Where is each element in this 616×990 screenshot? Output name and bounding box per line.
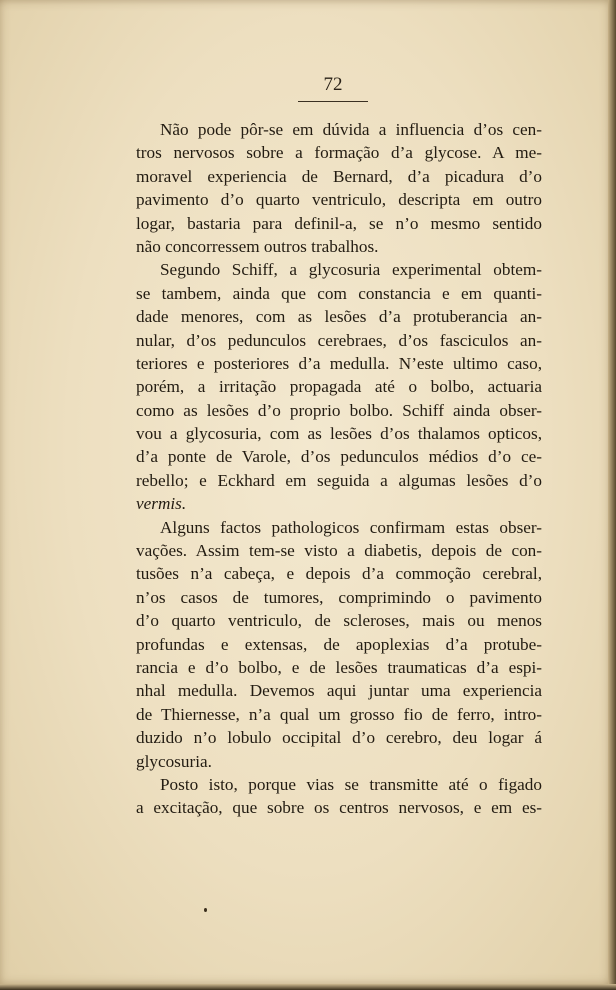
page-number: 72 xyxy=(323,74,343,95)
paragraph-3 xyxy=(112,516,542,773)
text-line: logar, bastaria para definil-a, se n’o mesmo sentido xyxy=(136,213,542,233)
text-line: não concorressem outros trabalhos. xyxy=(136,236,379,256)
text-line: se tambem, ainda que com constancia e em quanti- xyxy=(136,283,542,303)
text-line: teriores e posteriores d’a medulla. N’este ultimo caso, xyxy=(136,353,542,373)
text-line: duzido n’o lobulo occipital d’o cerebro, deu logar á xyxy=(136,728,542,748)
body-text xyxy=(112,118,542,820)
text-line: como as lesões d’o proprio bolbo. Schiff ainda obser- xyxy=(136,400,542,420)
text-line: profundas e extensas, de apoplexias d’a protube- xyxy=(136,634,542,654)
text-line: Não pode pôr-se em dúvida a influencia d’os cen- xyxy=(160,120,542,139)
text-line: vações. Assim tem-se visto a diabetis, depois de con- xyxy=(136,541,542,561)
paragraph-4 xyxy=(112,773,542,820)
page-number-rule xyxy=(298,101,368,102)
text-line: de Thiernesse, n’a qual um grosso fio de ferro, intro- xyxy=(136,704,542,724)
text-line: tros nervosos sobre a formação d’a glycose. A me- xyxy=(136,143,542,163)
text-line: glycosuria. xyxy=(136,751,212,771)
text-line: nular, d’os pedunculos cerebraes, d’os fasciculos an- xyxy=(136,330,542,350)
page-edge-bottom xyxy=(0,984,616,990)
text-line: a excitação, que sobre os centros nervosos, e em es- xyxy=(136,798,542,818)
text-line: moravel experiencia de Bernard, d’a picadura d’o xyxy=(136,166,542,186)
text-line: rebello; e Eckhard em seguida a algumas lesões d’o xyxy=(136,470,542,490)
text-line: Segundo Schiff, a glycosuria experimental obtem- xyxy=(160,260,542,280)
text-line: n’os casos de tumores, comprimindo o pavimento xyxy=(136,587,542,607)
page-edge-right xyxy=(608,0,616,990)
text-line: pavimento d’o quarto ventriculo, descripta em outro xyxy=(136,190,542,210)
text-line-italic: vermis. xyxy=(136,494,187,514)
text-line: Alguns factos pathologicos confirmam estas obser- xyxy=(160,517,542,537)
ink-speck xyxy=(204,908,207,912)
text-line: Posto isto, porque vias se transmitte até o figado xyxy=(160,774,542,794)
text-line: d’a ponte de Varole, d’os pedunculos médios d’o ce- xyxy=(136,447,542,467)
text-line: porém, a irritação propagada até o bolbo, actuaria xyxy=(136,377,542,397)
paragraph-2 xyxy=(112,258,542,515)
text-line: vou a glycosuria, com as lesões d’os thalamos opticos, xyxy=(136,424,542,444)
text-line: d’o quarto ventriculo, de scleroses, mais ou menos xyxy=(136,611,542,631)
text-line: rancia e d’o bolbo, e de lesões traumaticas d’a espi- xyxy=(136,657,542,677)
text-line: dade menores, com as lesões d’a protuberancia an- xyxy=(136,307,542,327)
text-line: nhal medulla. Devemos aqui juntar uma experiencia xyxy=(136,681,542,701)
text-line: tusões n’a cabeça, e depois d’a commoção cerebral, xyxy=(136,564,542,584)
paragraph-1 xyxy=(112,118,542,258)
